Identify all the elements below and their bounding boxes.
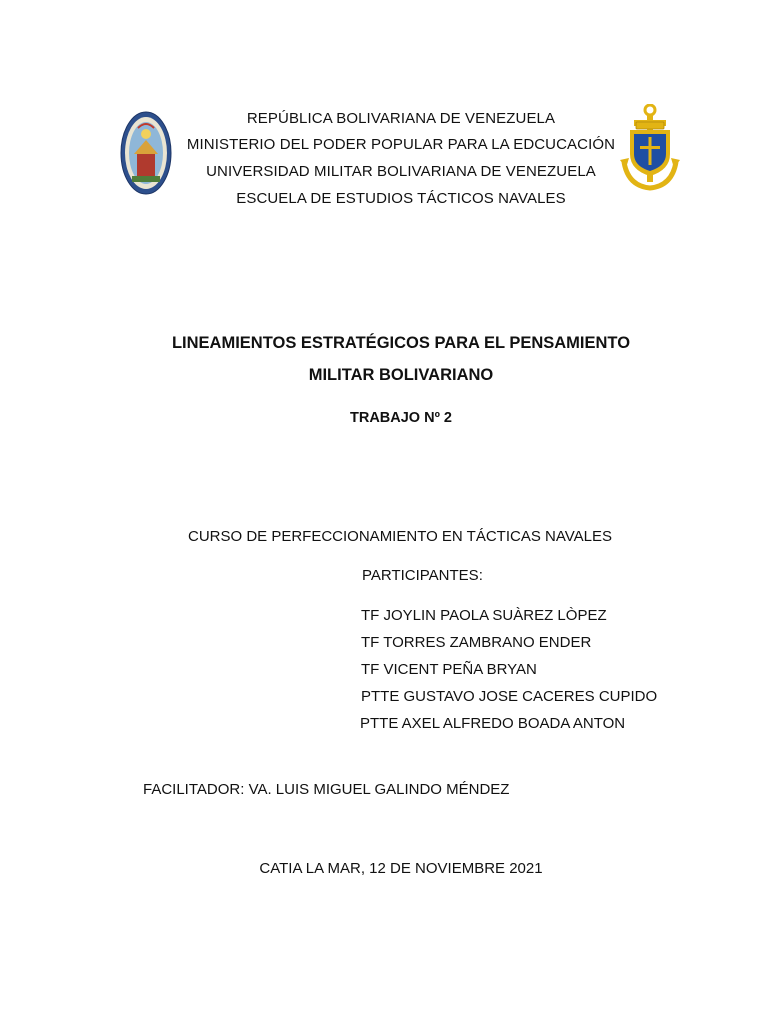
place-date: CATIA LA MAR, 12 DE NOVIEMBRE 2021 <box>259 860 543 877</box>
course-name: CURSO DE PERFECCIONAMIENTO EN TÁCTICAS NAVALES <box>188 528 612 545</box>
header-university: UNIVERSIDAD MILITAR BOLIVARIANA DE VENEZUELA <box>206 163 596 180</box>
participant-item: PTTE AXEL ALFREDO BOADA ANTON <box>360 715 626 732</box>
participant-item: TF TORRES ZAMBRANO ENDER <box>361 634 592 651</box>
header-school: ESCUELA DE ESTUDIOS TÁCTICOS NAVALES <box>236 190 566 207</box>
work-number: TRABAJO Nº 2 <box>350 410 452 426</box>
participant-item: TF JOYLIN PAOLA SUÀREZ LÒPEZ <box>361 607 607 624</box>
facilitator: FACILITADOR: VA. LUIS MIGUEL GALINDO MÉNDEZ <box>143 781 510 798</box>
document-title-line1: LINEAMIENTOS ESTRATÉGICOS PARA EL PENSAMIENTO <box>171 334 631 352</box>
participant-item: PTTE GUSTAVO JOSE CACERES CUPIDO <box>361 688 658 705</box>
document-title-line2: MILITAR BOLIVARIANO <box>308 366 494 384</box>
header-ministry: MINISTERIO DEL PODER POPULAR PARA LA EDCUCACIÓN <box>186 136 616 153</box>
header-republic: REPÚBLICA BOLIVARIANA DE VENEZUELA <box>246 110 556 127</box>
participants-label: PARTICIPANTES: <box>362 567 483 584</box>
participant-item: TF VICENT PEÑA BRYAN <box>361 661 537 678</box>
